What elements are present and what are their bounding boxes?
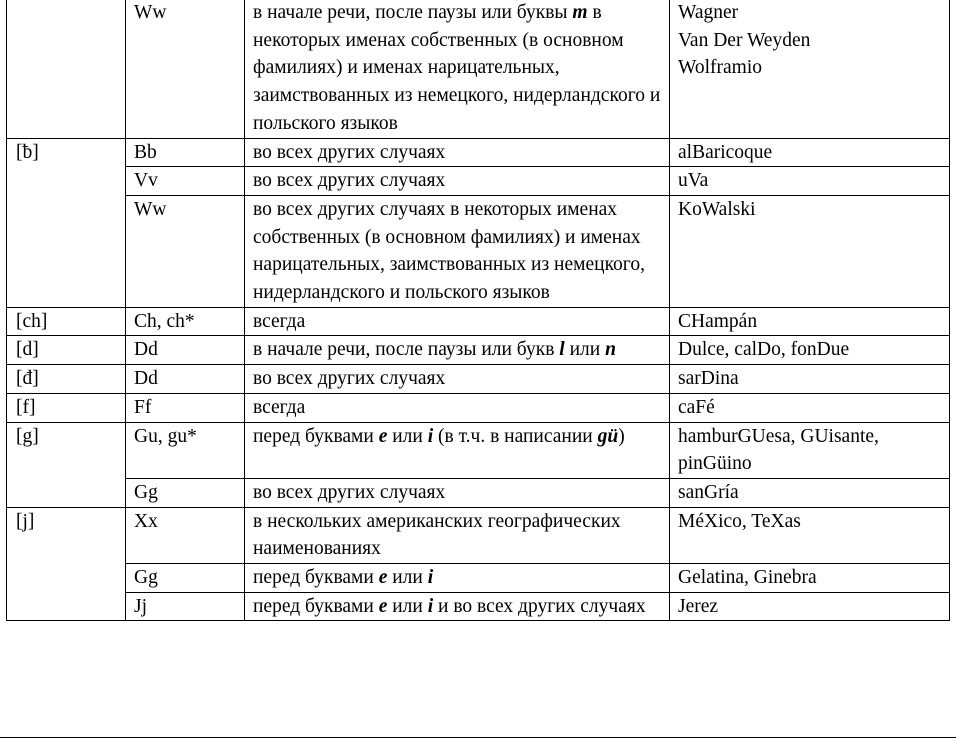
examples-cell: KoWalski [670, 195, 950, 307]
examples-cell: alBaricoque [670, 138, 950, 167]
letters-cell: Gg [126, 478, 245, 507]
rule-cell: всегда [245, 307, 670, 336]
letters-cell: Ww [126, 0, 245, 138]
examples-cell: caFé [670, 393, 950, 422]
rule-cell: всегда [245, 393, 670, 422]
rule-cell: во всех других случаях [245, 365, 670, 394]
letters-cell: Bb [126, 138, 245, 167]
phoneme-cell: [ƀ] [7, 138, 126, 307]
phoneme-cell: [đ] [7, 365, 126, 394]
rule-cell: во всех других случаях в некоторых именах собственных (в основном фамилиях) и именах нарицательных, заимствованных из немецкого, нидерландского и польского языков [245, 195, 670, 307]
letters-cell: Dd [126, 365, 245, 394]
phoneme-cell [7, 0, 126, 138]
phoneme-cell: [j] [7, 507, 126, 621]
examples-cell: sanGría [670, 478, 950, 507]
examples-cell: Gelatina, Ginebra [670, 564, 950, 593]
letters-cell: Ff [126, 393, 245, 422]
letters-cell: Dd [126, 336, 245, 365]
rule-cell: в нескольких американских географических наименованиях [245, 507, 670, 563]
phonetics-table [6, 0, 950, 621]
examples-cell: Dulce, calDo, fonDue [670, 336, 950, 365]
page-bottom-rule [0, 737, 956, 738]
table-row [7, 307, 950, 336]
examples-cell: CHampán [670, 307, 950, 336]
table-row [7, 393, 950, 422]
table-row [7, 167, 950, 196]
table-row [7, 422, 950, 478]
rule-cell: в начале речи, после паузы или буквы m в некоторых именах собственных (в основном фамилиях) и именах нарицательных, заимствованных из немецкого, нидерландского и польского языков [245, 0, 670, 138]
examples-cell: hamburGUesa, GUisante, pinGüino [670, 422, 950, 478]
phoneme-cell: [g] [7, 422, 126, 507]
table-row [7, 0, 950, 138]
table-row [7, 138, 950, 167]
phoneme-cell: [f] [7, 393, 126, 422]
table-row [7, 195, 950, 307]
letters-cell: Gu, gu* [126, 422, 245, 478]
phoneme-cell: [d] [7, 336, 126, 365]
rule-cell: перед буквами e или i [245, 564, 670, 593]
rule-cell: во всех других случаях [245, 478, 670, 507]
examples-cell: sarDina [670, 365, 950, 394]
examples-cell: MéXico, TeXas [670, 507, 950, 563]
letters-cell: Ww [126, 195, 245, 307]
table-row [7, 507, 950, 563]
table-row [7, 592, 950, 621]
letters-cell: Jj [126, 592, 245, 621]
rule-cell: во всех других случаях [245, 138, 670, 167]
rule-cell: в начале речи, после паузы или букв l или n [245, 336, 670, 365]
table-row [7, 365, 950, 394]
letters-cell: Vv [126, 167, 245, 196]
letters-cell: Gg [126, 564, 245, 593]
rule-cell: во всех других случаях [245, 167, 670, 196]
rule-cell: перед буквами e или i (в т.ч. в написании gü) [245, 422, 670, 478]
letters-cell: Ch, ch* [126, 307, 245, 336]
examples-cell: Jerez [670, 592, 950, 621]
letters-cell: Xx [126, 507, 245, 563]
table-row [7, 336, 950, 365]
phoneme-cell: [ch] [7, 307, 126, 336]
examples-cell: Wagner Van Der Weyden Wolframio [670, 0, 950, 138]
table-row [7, 564, 950, 593]
table-row [7, 478, 950, 507]
examples-cell: uVa [670, 167, 950, 196]
rule-cell: перед буквами e или i и во всех других случаях [245, 592, 670, 621]
